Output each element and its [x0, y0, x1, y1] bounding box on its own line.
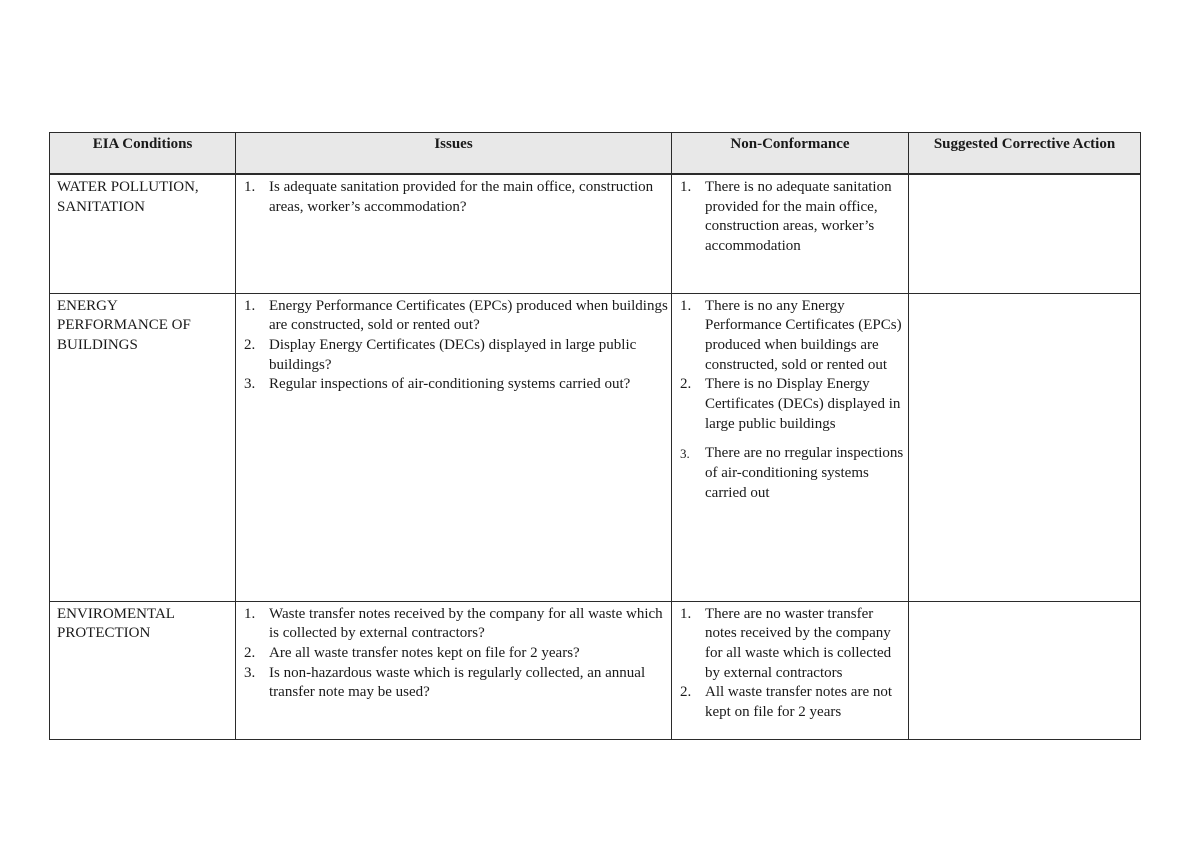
list-number: 1. — [680, 297, 692, 314]
corrective-action-cell — [909, 174, 1141, 293]
list-item — [672, 683, 908, 722]
list-number: 1. — [680, 179, 692, 195]
list-item — [672, 605, 908, 684]
list-item — [672, 444, 908, 503]
issues-cell — [236, 174, 672, 293]
list-text: Are all waste transfer notes kept on file for 2 years? — [269, 644, 580, 661]
list-text: Display Energy Certificates (DECs) displayed in large public buildings? — [269, 336, 637, 373]
corrective-action-cell — [909, 293, 1141, 601]
list-text: There are no waster transfer notes received by the company for all waste which is collected by external contractors — [705, 605, 892, 681]
issues-list — [236, 178, 671, 217]
nonconformance-list — [672, 297, 908, 504]
list-number: 1. — [244, 297, 256, 314]
issues-cell — [236, 293, 672, 601]
corrective-action-cell — [909, 601, 1141, 739]
list-number: 2. — [244, 336, 256, 353]
condition-cell: ENVIROMENTAL PROTECTION — [50, 601, 236, 739]
list-number: 3. — [244, 376, 256, 393]
table-header-row — [50, 133, 1141, 175]
issues-list — [236, 297, 671, 396]
list-text: All waste transfer notes are not kept on file for 2 years — [705, 684, 893, 721]
nonconformance-list — [672, 178, 908, 257]
nonconformance-cell — [672, 601, 909, 739]
list-number: 2. — [680, 684, 692, 701]
list-text: Is non-hazardous waste which is regularly collected, an annual transfer note may be used? — [269, 664, 646, 701]
list-item — [672, 375, 908, 434]
header-suggested-corrective-action: Suggested Corrective Action — [909, 133, 1141, 175]
list-item — [672, 178, 908, 257]
list-number: 3. — [244, 664, 256, 681]
list-text: There is no Display Energy Certificates (DECs) displayed in large public buildings — [705, 376, 901, 432]
list-item — [236, 178, 671, 217]
list-number: 2. — [244, 644, 256, 661]
list-number: 1. — [244, 605, 256, 622]
header-non-conformance: Non-Conformance — [672, 133, 909, 175]
list-text: Energy Performance Certificates (EPCs) produced when buildings are constructed, sold or rented out? — [269, 297, 668, 334]
list-number: 1. — [680, 605, 692, 622]
list-item — [236, 644, 671, 664]
nonconformance-cell — [672, 293, 909, 601]
list-number: 2. — [680, 376, 692, 393]
eia-conditions-table — [49, 132, 1141, 740]
condition-cell: WATER POLLUTION, SANITATION — [50, 174, 236, 293]
nonconformance-list — [672, 605, 908, 723]
header-issues: Issues — [236, 133, 672, 175]
list-item — [236, 375, 671, 395]
table-row — [50, 174, 1141, 293]
list-item — [236, 297, 671, 336]
list-text: Waste transfer notes received by the company for all waste which is collected by external contractors? — [269, 605, 663, 642]
list-item — [672, 297, 908, 376]
list-number: 1. — [244, 179, 256, 195]
header-eia-conditions: EIA Conditions — [50, 133, 236, 175]
table-row — [50, 293, 1141, 601]
issues-cell — [236, 601, 672, 739]
condition-cell: ENERGY PERFORMANCE OF BUILDINGS — [50, 293, 236, 601]
list-item — [236, 336, 671, 375]
list-text: Regular inspections of air-conditioning systems carried out? — [269, 376, 631, 393]
list-text: There is no adequate sanitation provided for the main office, construction areas, worker’s accommodation — [705, 179, 892, 255]
table-row — [50, 601, 1141, 739]
list-number: 3. — [680, 446, 690, 462]
list-text: Is adequate sanitation provided for the main office, construction areas, worker’s accommodation? — [269, 179, 654, 215]
issues-list — [236, 605, 671, 704]
list-item — [236, 664, 671, 703]
list-item — [236, 605, 671, 644]
list-text: There is no any Energy Performance Certificates (EPCs) produced when buildings are constructed, sold or rented out — [705, 297, 902, 373]
nonconformance-cell — [672, 174, 909, 293]
list-text: There are no rregular inspections of air-conditioning systems carried out — [705, 445, 904, 501]
